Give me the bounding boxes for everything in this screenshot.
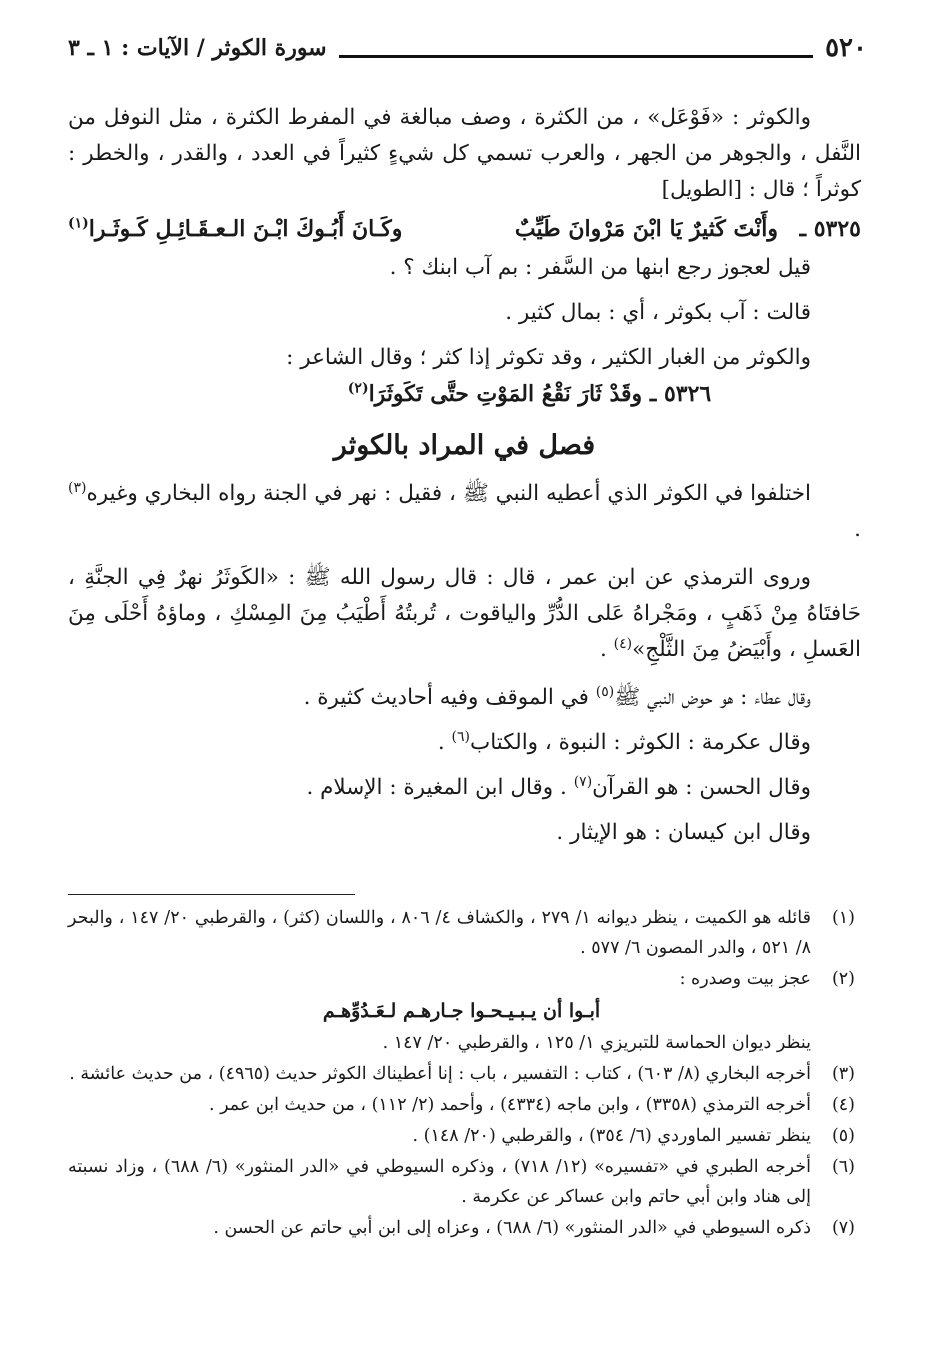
footnote-2-source: ينظر ديوان الحماسة للتبريزي ١/ ١٢٥ ، والقرطبي ٢٠/ ١٤٧ . [382, 1033, 811, 1053]
verse-hemistich-first: وأَنْتَ كَثيرٌ يَا ابْنَ مَرْوانَ طَيِّبٌ [514, 216, 778, 242]
footnote-7: (٧) ذكره السيوطي في «الدر المنثور» (٦/ ٦٨٨) ، وعزاه إلى ابن أبي حاتم عن الحسن . [213, 1218, 855, 1238]
paragraph-disagreement: اختلفوا في الكوثر الذي أعطيه النبي ﷺ ، فقيل : نهر في الجنة رواه البخاري وغيره$^{(٣)}$ . [68, 479, 861, 542]
footnote-ref-6[interactable]: (٦) [451, 728, 470, 745]
header-rule [339, 55, 813, 58]
line-ikrima: وقال عكرمة : الكوثر : النبوة ، والكتاب$^{(٦)}$ . [437, 728, 811, 755]
footnote-6: (٦) أخرجه الطبري في «تفسيره» (١٢/ ٧١٨) ، وذكره السيوطي في «الدر المنثور» (٦/ ٦٨٨) ، وزاد نسبته إلى هناد وابن أبي حاتم وابن عساكر عن عكرمة . [68, 1157, 855, 1207]
footnotes [68, 902, 855, 1243]
verse-5325 [68, 211, 861, 247]
verse-text: وقَدْ ثَارَ نَقْعُ المَوْتِ حتَّى تَكَوثَرَا [368, 381, 643, 407]
verse-number: ٥٣٢٦ ـ [649, 381, 712, 407]
footnote-1: (١) قائله هو الكميت ، ينظر ديوانه ١/ ٢٧٩ ، والكشاف ٤/ ٨٠٦ ، واللسان (كثر) ، والقرطبي ٢٠/ ١٤٧ ، والبحر ٨/ ٥٢١ ، والدر المصون ٦/ ٥٧٧ . [68, 908, 855, 958]
running-title: سورة الكوثر / الآيات : ١ ـ ٣ [68, 35, 327, 61]
page-number: ٥٢٠ [825, 33, 867, 63]
footnote-ref-1[interactable]: (١) [68, 215, 89, 232]
line-old-woman: قيل لعجوز رجع ابنها من السَّفر : بم آب ابنك ؟ . [389, 255, 811, 280]
main-text [68, 100, 861, 851]
footnote-ref-7[interactable]: (٧) [573, 773, 593, 790]
footnote-5: (٥) ينظر تفسير الماوردي (٦/ ٣٥٤) ، والقرطبي (٢٠/ ١٤٨) . [412, 1126, 855, 1146]
footnote-2: (٢) عجز بيت وصدره : [679, 969, 855, 989]
footnote-ref-2[interactable]: (٢) [347, 380, 369, 397]
footnote-3: (٣) أخرجه البخاري (٨/ ٦٠٣) ، كتاب : التفسير ، باب : إنا أعطيناك الكوثر حديث (٤٩٦٥) ، من حديث عائشة . [69, 1064, 855, 1084]
footnote-4: (٤) أخرجه الترمذي (٣٣٥٨) ، وابن ماجه (٤٣٣٤) ، وأحمد (٢/ ١١٢) ، من حديث ابن عمر . [208, 1095, 855, 1115]
line-ibn-kaysan: وقال ابن كيسان : هو الإيثار . [556, 820, 811, 845]
footnote-ref-4[interactable]: (٤) [613, 635, 633, 652]
footnote-2-verse: أبـوا أن يـبـيـحـوا جـارهـم لـعَـدُوِّهـم [322, 1000, 601, 1022]
page-header [68, 28, 867, 68]
footnote-ref-5[interactable]: (٥) [595, 683, 615, 700]
verse-number: ٥٣٢٥ ـ [799, 216, 861, 242]
footnote-ref-3[interactable]: (٣) [68, 479, 87, 496]
line-ata: وقال عطاء : هو حوض النبي ﷺ$^{(٥)}$ في الموقف وفيه أحاديث كثيرة . [303, 683, 811, 710]
section-heading: فصل في المراد بالكوثر [333, 430, 596, 461]
line-dust: والكوثر من الغبار الكثير ، وقد تكوثر إذا كثر ؛ وقال الشاعر : [286, 345, 811, 370]
verse-hemistich-second: وكَـانَ أَبُـوكَ ابْـنَ الـعـقَـائِـلِ كَـوثَـرا [88, 216, 403, 242]
footnote-separator [68, 894, 355, 895]
paragraph-kawthar-definition: والكوثر : «فَوْعَل» ، من الكثرة ، وصف مبالغة في المفرط الكثرة ، مثل النوفل من النَّفل ، والجوهر من الجهر ، والعرب تسمي كل شيءٍ كثيراً في العدد ، والقدر ، والخطر : كوثراً ؛ قال : [الطويل] [68, 105, 861, 202]
verse-5326 [68, 376, 861, 412]
line-hasan: وقال الحسن : هو القرآن$^{(٧)}$ . وقال ابن المغيرة : الإسلام . [306, 773, 811, 800]
line-she-said: قالت : آب بكوثر ، أي : بمال كثير . [505, 300, 811, 325]
paragraph-tirmidhi-hadith: وروى الترمذي عن ابن عمر ، قال : قال رسول الله ﷺ : «الكَوثَرُ نهرٌ فِي الجنَّةِ ، حَافتَاهُ مِنْ ذَهَبٍ ، ومَجْراهُ عَلى الدُّرِّ والياقوت ، تُربتُهُ أَطْيَبُ مِنَ المِسْكِ ، وماؤهُ أَحْلَى مِنَ العَسلِ ، وأَبْيَضُ مِنَ الثَّلْجِ»$^{(٤)}$ . [68, 565, 861, 662]
